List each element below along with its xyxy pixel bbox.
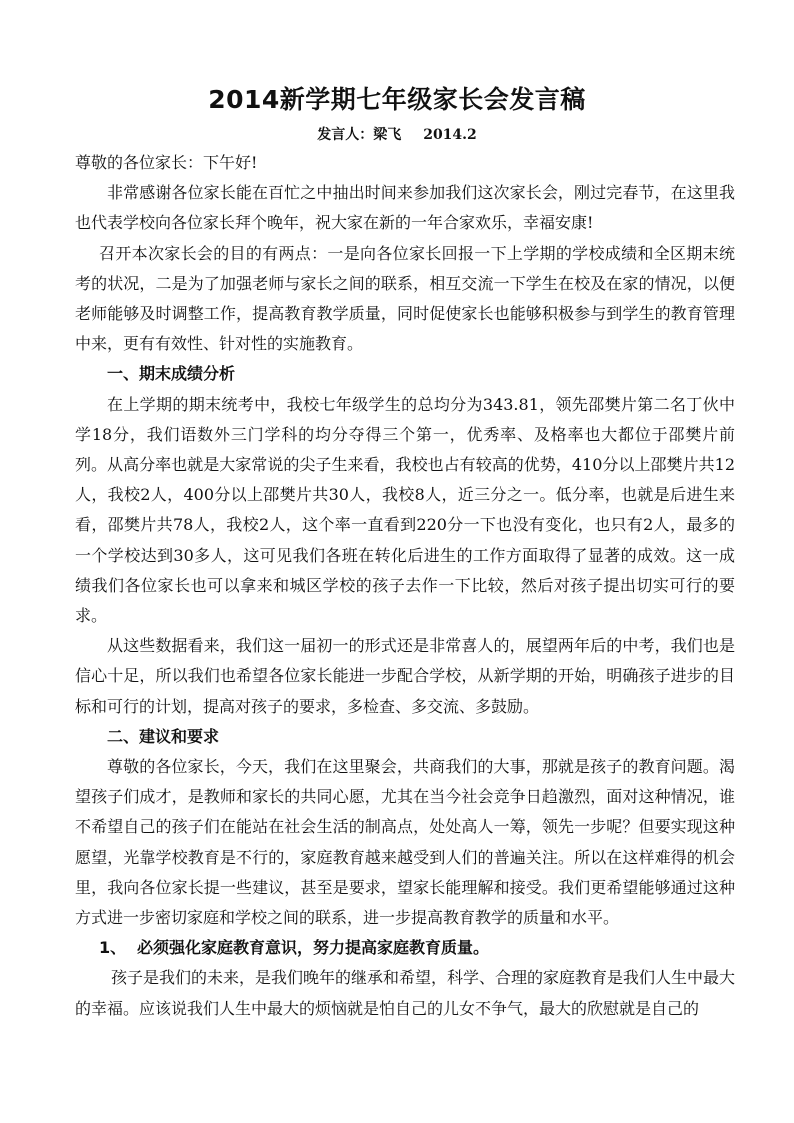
- paragraph-item-1: 孩子是我们的未来，是我们晚年的继承和希望，科学、合理的家庭教育是我们人生中最大的幸福。应该说我们人生中最大的烦恼就是怕自己的儿女不争气，最大的欣慰就是自己的: [75, 968, 736, 1018]
- paragraph-thanks: 非常感谢各位家长能在百忙之中抽出时间来参加我们这次家长会，刚过完春节，在这里我也代表学校向各位家长拜个晚年，祝大家在新的一年合家欢乐，幸福安康!: [75, 183, 735, 233]
- paragraph-results-outlook: 从这些数据看来，我们这一届初一的形式还是非常喜人的，展望两年后的中考，我们也是信心十足，所以我们也希望各位家长能进一步配合学校，从新学期的开始，明确孩子进步的目标和可行的计划，提高对孩子的要求，多检查、多交流、多鼓励。: [75, 636, 735, 716]
- speaker-label: 发言人：梁飞: [317, 127, 402, 143]
- paragraph-results-analysis: 在上学期的期末统考中，我校七年级学生的总均分为343.81，领先邵樊片第二名丁伙中学18分，我们语数外三门学科的均分夺得三个第一，优秀率、及格率也大都位于邵樊片前列。从高分率也就是大家常说的尖子生来看，我校也占有较高的优势，410分以上邵樊片共12人，我校2人，400分以上邵樊片共30人，我校8人，近三分之一。低分率，也就是后进生来看，邵樊片共78人，我校2人，这个率一直看到220分一下也没有变化，也只有2人，最多的一个学校达到30多人，这可见我们各班在转化后进生的工作方面取得了显著的成效。这一成绩我们各位家长也可以拿来和城区学校的孩子去作一下比较，然后对孩子提出切实可行的要求。: [75, 394, 735, 626]
- greeting: 尊敬的各位家长：下午好!: [75, 153, 258, 172]
- subheading-item-1: [75, 933, 735, 963]
- item-number: 1、: [99, 938, 127, 958]
- document-title: 2014新学期七年级家长会发言稿: [208, 85, 586, 114]
- paragraph-suggestions-intro: 尊敬的各位家长，今天，我们在这里聚会，共商我们的大事，那就是孩子的教育问题。渴望孩子们成才，是教师和家长的共同心愿，尤其在当今社会竞争日趋激烈，面对这种情况，谁不希望自己的孩子们在能站在社会生活的制高点，处处高人一筹，领先一步呢？但要实现这种愿望，光靠学校教育是不行的，家庭教育越来越受到人们的普遍关注。所以在这样难得的机会里，我向各位家长提一些建议，甚至是要求，望家长能理解和接受。我们更希望能够通过这种方式进一步密切家庭和学校之间的联系，进一步提高教育教学的质量和水平。: [75, 757, 735, 928]
- item-heading: 必须强化家庭教育意识，努力提高家庭教育质量。: [137, 938, 490, 958]
- document-body: [75, 148, 735, 1024]
- section-heading-suggestions: 二、建议和要求: [107, 726, 220, 746]
- speech-date: 2014.2: [423, 127, 477, 143]
- section-heading-results: 一、期末成绩分析: [107, 364, 236, 384]
- paragraph-purpose: 召开本次家长会的目的有两点：一是向各位家长回报一下上学期的学校成绩和全区期末统考的状况，二是为了加强老师与家长之间的联系，相互交流一下学生在校及在家的情况，以便老师能够及时调整工作，提高教育教学质量，同时促使家长也能够积极参与到学生的教育管理中来，更有有效性、针对性的实施教育。: [75, 243, 735, 354]
- byline: [0, 125, 794, 145]
